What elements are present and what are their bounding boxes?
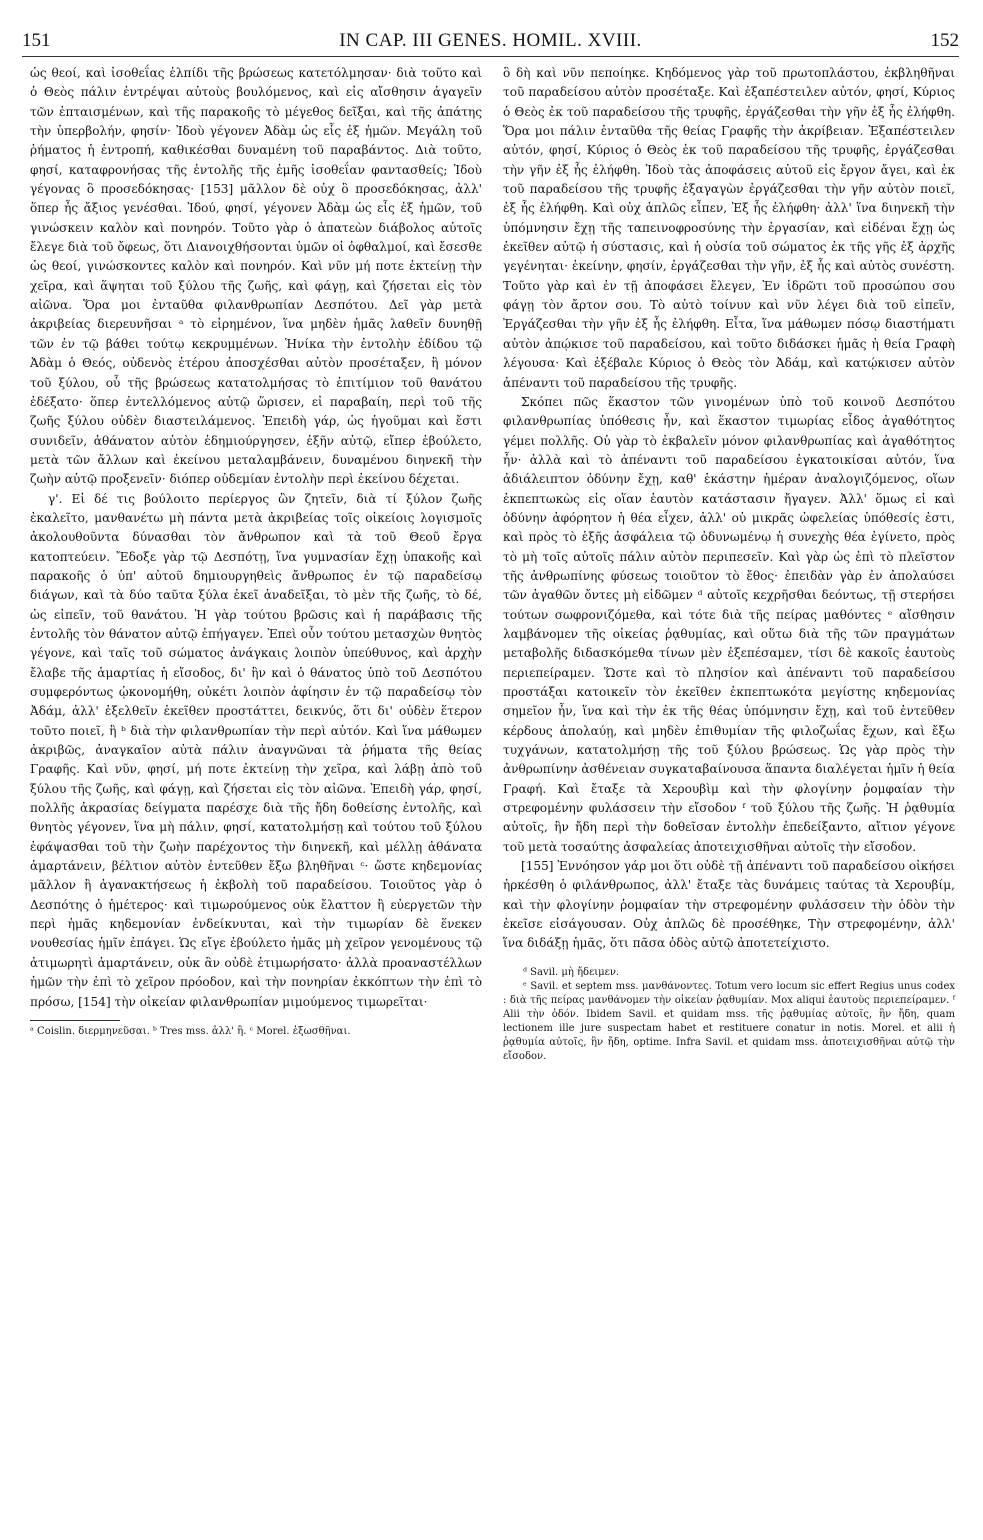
right-footnotes xyxy=(503,966,955,1064)
page-number-left: 151 xyxy=(22,30,51,51)
right-column xyxy=(503,64,955,1064)
right-paragraph: Σκόπει πῶς ἕκαστον τῶν γινομένων ὑπὸ τοῦ κοινοῦ Δεσπότου φιλανθρωπίας ὑπόθεσις ἦν, καὶ ἕκαστον τιμωρίας εἶδος ἀγαθότητος γέμει πολλῆς. Οὐ γὰρ τὸ ἐκβαλεῖν μόνον φιλανθρωπίας καὶ ἀγαθότητος ἦν· ἀλλὰ καὶ τὸ ἀπέναντι τοῦ παραδείσου ἐγκατοικίσαι αὐτόν, ἵνα ἀδιάλειπτον ὀδύνην ἔχῃ, καθ' ἑκάστην ἡμέραν ἀναλογιζόμενος, οἵων ἐκπεπτωκὼς εἰς οἵαν ἑαυτὸν κατάστασιν ἤγαγεν. Ἀλλ' ὅμως εἰ καὶ ὀδύνην ἀφόρητον ἡ θέα εἶχεν, ἀλλ' οὐ μικρᾶς ὠφελείας ὑπόθεσίς ἐστι, καὶ πρὸς τὸ ἑξῆς ἀσφάλεια τῷ ὀδυνωμένῳ ἡ συνεχὴς θέα ἐγίνετο, πρὸς τὸ μὴ τοῖς αὐτοῖς πάλιν αὐτὸν περιπεσεῖν. Καὶ γὰρ ὡς ἐπὶ τὸ πλεῖστον τῆς ἀνθρωπίνης φύσεως τοιοῦτον τὸ ἔθος· ἐπειδὰν γὰρ ἐν ἀπολαύσει τῶν ἀγαθῶν ὄντες μὴ εἰδῶμεν ᵈ αὐτοῖς κεχρῆσθαι δεόντως, τῇ στερήσει τούτων σωφρονιζόμεθα, καὶ τότε διὰ τῆς πείρας μαθόντες ᵉ αἴσθησιν λαμβάνομεν τῆς οἰκείας ῥᾳθυμίας, καὶ οὕτω διὰ τῆς τῶν πραγμάτων μεταβολῆς διδασκόμεθα τίνων μὲν ἐξεπέσαμεν, τίσι δὲ κακοῖς ἑαυτοὺς περιεπείραμεν. Ὥστε καὶ τὸ πλησίον καὶ ἀπέναντι τοῦ παραδείσου προστάξαι κατοικεῖν τὸν ἐκεῖθεν ἐκπεπτωκότα μεγίστης κηδεμονίας σημεῖον ἦν, ἵνα καὶ τὴν ἐκ τῆς θέας ὑπόμνησιν ἔχῃ, καὶ τοῦ ἐντεῦθεν κέρδους ἀπολαύῃ, καὶ μηδὲν ἐπιθυμίαν τῆς φιλοζωΐας ἔχων, καὶ ἔξω τυχγάνων, κατατολμήσῃ τῆς τοῦ ξύλου βρώσεως. Ὡς γὰρ πρὸς τὴν ἀνθρωπίνην ἀσθένειαν συγκαταβαίνουσα ἅπαντα διαλέγεται ἡμῖν ἡ θεία Γραφή. Καὶ ἔταξε τὰ Χερουβὶμ καὶ τὴν φλογίνην ῥομφαίαν τὴν στρεφομένην φυλάσσειν τὴν εἴσοδον ᶠ τοῦ ξύλου τῆς ζωῆς. Ἡ ῥᾳθυμία αὐτοῖς, ἣν ἤδη περὶ τὴν δοθεῖσαν ἐντολὴν ἐπεδείξαντο, αἴτιον γέγονε τοῦ μετὰ τοσαύτης ἀσφαλείας ἀποτειχισθῆναι αὐτοῖς τὴν εἴσοδον. xyxy=(503,394,955,854)
right-paragraph: [155] Ἐννόησον γάρ μοι ὅτι οὐδὲ τῇ ἀπέναντι τοῦ παραδείσου οἰκήσει ἠρκέσθη ὁ φιλάνθρωπος, ἀλλ' ἔταξε τὰς δυνάμεις ταύτας τὰ Χερουβίμ, καὶ τὴν φλογίνην ῥομφαίαν τὴν στρεφομένην φυλάσσειν τὴν ὁδὸν τὴν ἐκεῖσε εἰσάγουσαν. Οὐχ ἁπλῶς δὲ προσέθηκε, Τὴν στρεφομένην, ἀλλ' ἵνα διδάξῃ ἡμᾶς, ὅτι πᾶσα ὁδὸς αὐτῷ ἀποτετείχιστο. xyxy=(503,859,955,951)
left-paragraph: ὡς θεοί, καὶ ἰσοθεΐας ἐλπίδι τῆς βρώσεως κατετόλμησαν· διὰ τοῦτο καὶ ὁ Θεὸς πάλιν ἐντρέψαι αὐτοὺς βουλόμενος, καὶ εἰς αἴσθησιν ἀγαγεῖν τῶν ἐπταισμένων, καὶ τῆς παρακοῆς τὸ μέγεθος δεῖξαι, καὶ τῆς ἀπάτης τὴν ὑπερβολήν, φησίν· Ἰδοὺ γέγονεν Ἀδὰμ ὡς εἷς ἐξ ἡμῶν. Μεγάλη τοῦ ῥήματος ἡ ἐντροπή, καθικέσθαι δυναμένη τοῦ παραβάντος. Διὰ τοῦτο, φησί, καταφρονήσας τῆς ἐντολῆς τῆς ἐμῆς ἰσοθεΐαν φαντασθείς; Ἰδοὺ γέγονας ὃ προσεδόκησας· [153] μᾶλλον δὲ οὐχ ὃ προσεδόκησας, ἀλλ' ὅπερ ἦς ἄξιος γενέσθαι. Ἰδού, φησί, γέγονεν Ἀδὰμ ὡς εἷς ἐξ ἡμῶν, τοῦ γινώσκειν καλὸν καὶ πονηρόν. Τοῦτο γὰρ ὁ ἀπατεὼν διάβολος αὐτοῖς ἔλεγε διὰ τοῦ ὄφεως, ὅτι Διανοιχθήσονται ὑμῶν οἱ ὀφθαλμοί, καὶ ἔσεσθε ὡς θεοί, γινώσκοντες καλὸν καὶ πονηρόν. Καὶ νῦν μή ποτε ἐκτείνῃ τὴν χεῖρα, καὶ ἅψηται τοῦ ξύλου τῆς ζωῆς, καὶ φάγῃ, καὶ ζήσεται εἰς τὸν αἰῶνα. Ὅρα μοι ἐνταῦθα φιλανθρωπίαν Δεσπότου. Δεῖ γὰρ μετὰ ἀκριβείας διερευνῆσαι ᵃ τὸ εἰρημένον, ἵνα μηδὲν ἡμᾶς λαθεῖν δυνηθῇ τῶν ἐν τῷ βάθει τούτῳ κεκρυμμένων. Ἡνίκα τὴν ἐντολὴν ἐδίδου τῷ Ἀδὰμ ὁ Θεός, οὐδενὸς ἑτέρου ἀποσχέσθαι αὐτὸν προσέταξεν, ἢ μόνον τοῦ ξύλου, οὗ τῆς βρώσεως κατατολμήσας τὸ ἐπιτίμιον τοῦ θανάτου ἐδέξατο· ὅπερ ἐντελλόμενος αὐτῷ ὥρισεν, εἰ παραβαίη, περὶ τοῦ τῆς ζωῆς ξύλου οὐδὲν διαστειλάμενος. Ἐπειδὴ γάρ, ὡς ἡγοῦμαι καὶ ἔστι συνιδεῖν, ἀθάνατον αὐτὸν ἐδημιούργησεν, ἐξῆν αὐτῷ, εἴπερ ἐβούλετο, μετὰ τῶν ἄλλων καὶ ἐκείνου μεταλαμβάνειν, δυναμένου διηνεκῆ τὴν ζωὴν αὐτῷ προξενεῖν· διόπερ οὐδεμίαν ἐντολὴν περὶ ἐκείνου δέχεται. xyxy=(30,66,482,487)
right-paragraph: ὃ δὴ καὶ νῦν πεποίηκε. Κηδόμενος γὰρ τοῦ πρωτοπλάστου, ἐκβληθῆναι τοῦ παραδείσου αὐτὸν προσέταξε. Καὶ ἐξαπέστειλεν αὐτόν, φησί, Κύριος ὁ Θεὸς ἐκ τοῦ παραδείσου τῆς τρυφῆς, ἐργάζεσθαι τὴν γῆν ἐξ ἧς ἐλήφθη. Ὅρα μοι πάλιν ἐνταῦθα τῆς θείας Γραφῆς τὴν ἀκρίβειαν. Ἐξαπέστειλεν αὐτόν, φησί, Κύριος ὁ Θεὸς ἐκ τοῦ παραδείσου τῆς τρυφῆς, ἐργάζεσθαι τὴν γῆν ἐξ ἧς ἐλήφθη. Ἰδοὺ τὰς ἀποφάσεις αὐτοῦ εἰς ἔργον ἄγει, καὶ ἐκ τοῦ παραδείσου τῆς τρυφῆς ἐξαγαγὼν ἐργάζεσθαι τὴν γῆν αὐτὸν ποιεῖ, ἐξ ἧς ἐλήφθη. Καὶ οὐχ ἁπλῶς εἶπεν, Ἐξ ἧς ἐλήφθη· ἀλλ' ἵνα διηνεκῆ τὴν ὑπόμνησιν ἔχῃ τῆς ταπεινοφροσύνης τὴν ἐργασίαν, καὶ εἰδέναι ἔχῃ ὡς ἐκεῖθεν αὐτῷ ἡ σύστασις, καὶ ἡ οὐσία τοῦ σώματος ἐκ τῆς γῆς ἐξ ἀρχῆς γεγένηται· ἐκείνην, φησίν, ἐργάζεσθαι τὴν γῆν, ἐξ ἧς καὶ αὐτὸς συνέστη. Τοῦτο γὰρ καὶ ἐν τῇ ἀποφάσει ἔλεγεν, Ἐν ἱδρῶτι τοῦ προσώπου σου φάγῃ τὸν ἄρτον σου. Τὸ αὐτὸ τοίνυν καὶ νῦν λέγει διὰ τοῦ εἰπεῖν, Ἐργάζεσθαι τὴν γῆν ἐξ ἧς ἐλήφθη. Εἶτα, ἵνα μάθωμεν πόσῳ διαστήματι αὐτὸν ἀπῴκισε τοῦ παραδείσου, καὶ τοῦτο διδάσκει ἡμᾶς ἡ θεία Γραφὴ λέγουσα· Καὶ ἐξέβαλε Κύριος ὁ Θεὸς τὸν Ἀδάμ, καὶ κατῴκισεν αὐτὸν ἀπέναντι τοῦ παραδείσου τῆς τρυφῆς. xyxy=(503,66,955,390)
left-paragraph: γ'. Εἰ δέ τις βούλοιτο περίεργος ὢν ζητεῖν, διὰ τί ξύλον ζωῆς ἐκαλεῖτο, μανθανέτω μὴ πάντα μετὰ ἀκριβείας τοῖς οἰκείοις λογισμοῖς ἀκολουθοῦντα δύνασθαι τὸν ἄνθρωπον καὶ τὰ τοῦ Θεοῦ ἔργα κατοπτεύειν. Ἔδοξε γὰρ τῷ Δεσπότῃ, ἵνα γυμνασίαν ἔχῃ ὑπακοῆς καὶ παρακοῆς ὁ ὑπ' αὐτοῦ δημιουργηθεὶς ἄνθρωπος ἐν τῷ παραδείσῳ διάγων, καὶ τὰ δύο ταῦτα ξύλα ἐκεῖ ἀναδεῖξαι, τὸ μὲν τῆς ζωῆς, τὸ δέ, ὡς εἰπεῖν, τοῦ θανάτου. Ἡ γὰρ τούτου βρῶσις καὶ ἡ παράβασις τῆς ἐντολῆς τὸν θάνατον αὐτῷ ἐπήγαγεν. Ἐπεὶ οὖν τούτου μετασχὼν θνητὸς γέγονε, καὶ ταῖς τοῦ σώματος ἀνάγκαις λοιπὸν ὑπεύθυνος, καὶ ἀρχὴν ἔλαβε τῆς ἁμαρτίας ἡ εἴσοδος, δι' ἣν καὶ ὁ θάνατος ὑπὸ τοῦ Δεσπότου συμφερόντως ᾠκονομήθη, οὐκέτι λοιπὸν ἀφίησιν ἐν τῷ παραδείσῳ τὸν Ἀδάμ, ἀλλ' ἐξελθεῖν ἐκεῖθεν προστάττει, δεικνύς, ὅτι δι' οὐδὲν ἕτερον τοῦτο ποιεῖ, ἢ ᵇ διὰ τὴν φιλανθρωπίαν τὴν περὶ αὐτόν. Καὶ ἵνα μάθωμεν ἀκριβῶς, ἀναγκαῖον αὐτὰ πάλιν ἀναγνῶναι τὰ ῥήματα τῆς θείας Γραφῆς. Καὶ νῦν, φησί, μή ποτε ἐκτείνῃ τὴν χεῖρα, καὶ λάβῃ ἀπὸ τοῦ ξύλου τῆς ζωῆς, καὶ φάγῃ, καὶ ζήσεται εἰς τὸν αἰῶνα. Ἐπειδὴ γάρ, φησί, πολλῆς ἀκρασίας δείγματα παρέσχε διὰ τῆς ἤδη δοθείσης ἐντολῆς, καὶ θνητὸς γέγονεν, ἵνα μὴ πάλιν, φησί, κατατολμήσῃ καὶ τούτου τοῦ ξύλου ἐφάψασθαι τοῦ τὴν ζωὴν παρέχοντος τὴν διηνεκῆ, καὶ μέλλῃ ἀθάνατα ἁμαρτάνειν, βέλτιον αὐτὸν ἐντεῦθεν ἔξω βληθῆναι ᶜ· ὥστε κηδεμονίας μᾶλλον ἢ ἀγανακτήσεως ἡ ἐκβολὴ τοῦ παραδείσου. Τοιοῦτος γὰρ ὁ Δεσπότης ὁ ἡμέτερος· καὶ τιμωρούμενος οὐκ ἔλαττον ἢ εὐεργετῶν τὴν περὶ ἡμᾶς κηδεμονίαν ἐνδείκνυται, καὶ τὴν τιμωρίαν δὲ ἕνεκεν νουθεσίας ἡμῖν ἐπάγει. Ὡς εἴγε ἐβούλετο ἡμᾶς μὴ χεῖρον γενομένους τῷ ἀτιμωρητὶ ἁμαρτάνειν, οὐκ ἂν οὐδὲ ἐτιμωρήσατο· ἀλλὰ προαναστέλλων ἡμῶν τὴν ἐπὶ τὸ χεῖρον πρόοδον, καὶ τὴν πονηρίαν ἐκκόπτων τὴν ἐπὶ τὸ πρόσω, [154] τὴν οἰκείαν φιλανθρωπίαν μιμούμενος τιμωρεῖται· xyxy=(30,491,482,1009)
left-footnote: ᵃ Coislin. διερμηνεῦσαι. ᵇ Tres mss. ἀλλ' ἢ. ᶜ Morel. ἐξωσθῆναι. xyxy=(30,1025,351,1037)
left-column xyxy=(30,64,482,1039)
footnote-d: ᵈ Savil. μὴ ἤδειμεν. xyxy=(523,966,620,978)
running-title: IN CAP. III GENES. HOMIL. XVIII. xyxy=(339,30,642,51)
header-rule xyxy=(22,56,959,57)
footnote-rule xyxy=(30,1020,120,1021)
page-number-right: 152 xyxy=(930,30,959,51)
footnote-e-f: ᵉ Savil. et septem mss. μανθάνοντες. Totum vero locum sic effert Regius unus codex : διὰ τῆς πείρας μανθάνομεν τὴν οἰκείαν ῥᾳθυμίαν. Mox aliqui ἑαυτοὺς περιεπείραμεν. ᶠ Alii τὴν ὁδόν. Ibidem Savil. et quidam mss. τῆς ῥᾳθυμίας αὐτοῖς, ἣν ἤδη, quam lectionem ille jure suspectam habet et restituere conatur in notis. Morel. et alii ἡ ῥᾳθυμία αὐτοῖς, ἣν ἤδη, optime. Infra Savil. et quidam mss. ἀποτειχισθῆναι αὐτῷ τὴν εἴσοδον. xyxy=(503,980,955,1062)
